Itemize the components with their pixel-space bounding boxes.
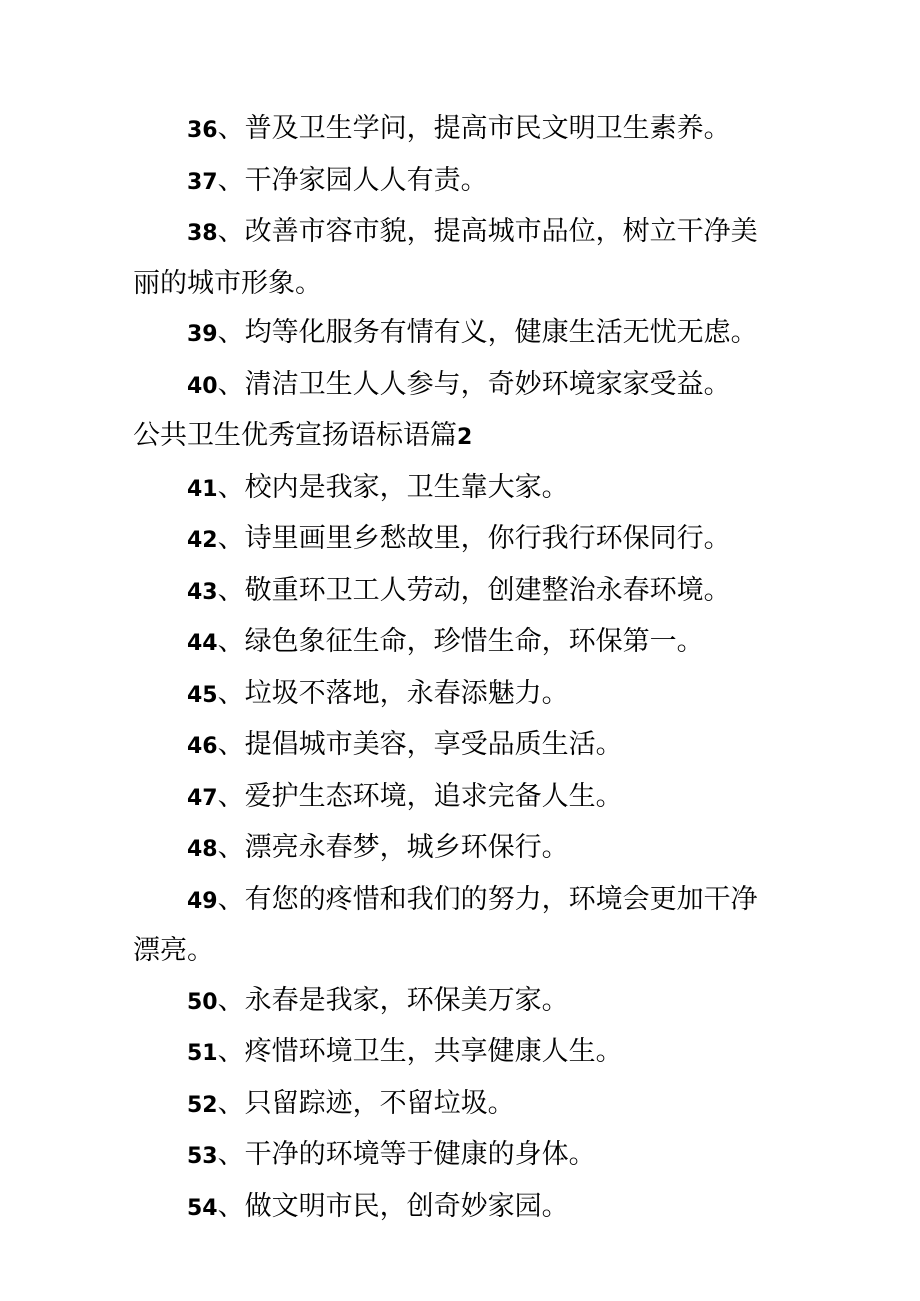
item-number: 49 [187,888,218,914]
item-separator: 、 [217,216,245,247]
slogan-item-48 [133,823,778,875]
slogan-item-45 [133,669,778,721]
item-number: 45 [187,682,218,708]
item-text: 清洁卫生人人参与，奇妙环境家家受益。 [244,368,731,400]
section-heading [133,411,778,463]
item-separator: 、 [217,317,245,348]
item-separator: 、 [217,1139,245,1170]
section-heading-number: 2 [457,425,473,450]
item-text: 做文明市民，创奇妙家园。 [244,1190,569,1222]
item-text: 校内是我家，卫生靠大家。 [244,471,569,503]
item-number: 40 [187,373,218,399]
item-number: 37 [187,169,218,195]
item-text: 改善市容市貌，提高城市品位，树立干净美丽的城市形象。 [133,216,758,299]
slogan-item-40 [133,360,778,412]
section-heading-text: 公共卫生优秀宣扬语标语篇 [133,420,457,451]
item-separator: 、 [217,677,245,709]
item-text: 爱护生态环境，追求完备人生。 [244,780,623,812]
item-separator: 、 [217,1087,245,1119]
slogan-item-53 [133,1130,778,1182]
item-number: 53 [187,1144,218,1169]
slogan-item-50 [133,976,778,1028]
item-text: 干净家园人人有责。 [244,164,488,196]
document-body [133,104,778,1233]
item-number: 51 [187,1041,218,1066]
item-number: 48 [187,837,218,862]
item-separator: 、 [217,729,245,760]
item-number: 50 [187,989,218,1015]
item-text: 普及卫生学问，提高市民文明卫生素养。 [244,113,731,144]
slogan-item-49 [133,875,778,976]
item-number: 43 [187,579,218,605]
slogan-item-43 [133,566,778,618]
item-separator: 、 [217,780,245,812]
slogan-item-44 [133,617,778,669]
item-text: 诗里画里乡愁故里，你行我行环保同行。 [244,523,731,554]
item-separator: 、 [217,1036,245,1067]
slogan-item-39 [133,308,778,360]
item-text: 永春是我家，环保美万家。 [244,984,569,1016]
item-separator: 、 [217,164,245,196]
slogan-item-42 [133,514,778,566]
slogan-item-37 [133,156,778,208]
item-text: 有您的疼惜和我们的努力，环境会更加干净漂亮。 [133,883,758,966]
item-text: 敬重环卫工人劳动，创建整治永春环境。 [244,574,731,606]
slogan-item-47 [133,772,778,824]
item-separator: 、 [217,1190,245,1222]
slogan-item-38 [133,207,778,308]
item-text: 均等化服务有情有义，健康生活无忧无虑。 [244,317,758,348]
item-text: 干净的环境等于健康的身体。 [244,1139,596,1170]
item-separator: 、 [217,523,245,554]
slogan-item-52 [133,1079,778,1131]
item-separator: 、 [217,368,245,400]
item-text: 漂亮永春梦，城乡环保行。 [244,832,569,863]
item-number: 38 [187,221,218,246]
item-separator: 、 [217,626,245,657]
item-number: 46 [187,734,218,759]
item-number: 36 [187,118,218,143]
item-number: 54 [187,1195,218,1221]
item-separator: 、 [217,471,245,503]
item-text: 垃圾不落地，永春添魅力。 [244,677,569,709]
item-number: 39 [187,322,218,347]
slogan-item-41 [133,463,778,515]
item-number: 41 [187,476,218,502]
slogan-item-51 [133,1027,778,1079]
item-text: 疼惜环境卫生，共享健康人生。 [244,1036,623,1067]
item-separator: 、 [217,984,245,1016]
slogan-item-54 [133,1182,778,1234]
item-number: 42 [187,528,218,553]
slogan-item-36 [133,104,778,156]
item-number: 52 [187,1092,218,1118]
item-number: 47 [187,785,218,811]
item-number: 44 [187,631,218,656]
item-text: 绿色象征生命，珍惜生命，环保第一。 [244,626,704,657]
item-text: 提倡城市美容，享受品质生活。 [244,729,623,760]
item-separator: 、 [217,832,245,863]
item-separator: 、 [217,113,245,144]
item-text: 只留踪迹，不留垃圾。 [244,1087,515,1119]
item-separator: 、 [217,574,245,606]
item-separator: 、 [217,883,245,915]
slogan-item-46 [133,720,778,772]
